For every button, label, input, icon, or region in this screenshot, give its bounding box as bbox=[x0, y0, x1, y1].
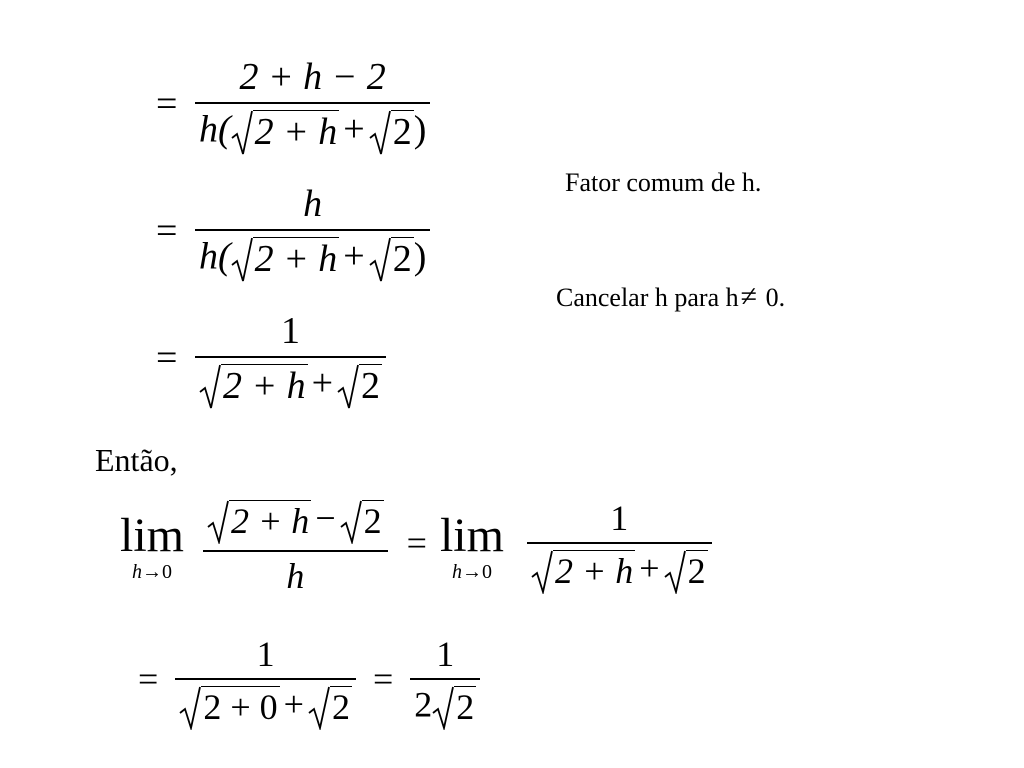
rhs-fraction bbox=[527, 500, 712, 594]
sqrt-sign-icon bbox=[179, 686, 201, 730]
sqrt-radical bbox=[340, 500, 384, 544]
step-1-equation bbox=[148, 58, 430, 156]
equals-sign: = bbox=[156, 209, 178, 252]
radicand: 2 bbox=[686, 550, 708, 594]
radicand: 2 bbox=[362, 500, 384, 544]
sqrt-sign-icon bbox=[664, 550, 686, 594]
note-cancelar-suffix: 0. bbox=[759, 283, 786, 312]
step-2-equation bbox=[148, 185, 430, 283]
radicand: 2 + h bbox=[253, 110, 340, 156]
numerator: 1 bbox=[256, 634, 275, 674]
denominator: h bbox=[286, 555, 305, 596]
limit-equation bbox=[120, 500, 712, 594]
plus-sign: + bbox=[343, 108, 365, 151]
fraction bbox=[175, 636, 356, 730]
radicand: 2 bbox=[454, 686, 476, 730]
limit-operator bbox=[120, 508, 185, 583]
plus-sign: + bbox=[343, 235, 365, 278]
sqrt-sign-icon bbox=[231, 237, 253, 283]
den-suffix: ) bbox=[413, 108, 427, 151]
sqrt-radical bbox=[369, 110, 414, 156]
numerator: h bbox=[303, 183, 323, 225]
sqrt-sign-icon bbox=[231, 110, 253, 156]
fraction bbox=[195, 185, 430, 283]
denominator bbox=[195, 231, 430, 283]
sqrt-sign-icon bbox=[369, 110, 391, 156]
radicand: 2 bbox=[359, 364, 382, 410]
plus-sign: + bbox=[311, 362, 334, 405]
radicand: 2 + 0 bbox=[201, 686, 279, 730]
denominator bbox=[195, 104, 430, 156]
lhs-fraction bbox=[203, 500, 388, 594]
minus-sign: − bbox=[315, 498, 336, 539]
numerator bbox=[203, 500, 388, 550]
radicand: 2 + h bbox=[253, 237, 340, 283]
equals-sign: = bbox=[156, 336, 178, 379]
fraction bbox=[195, 58, 430, 156]
den-suffix: ) bbox=[413, 235, 427, 278]
sqrt-radical bbox=[432, 686, 476, 730]
numerator: 1 bbox=[610, 498, 629, 538]
equals-sign: = bbox=[156, 82, 178, 125]
radicand: 2 + h bbox=[229, 500, 311, 544]
note-cancelar-prefix: Cancelar h para h bbox=[556, 283, 739, 312]
sqrt-radical bbox=[308, 686, 352, 730]
step-3-equation bbox=[148, 312, 386, 410]
plus-sign: + bbox=[283, 683, 304, 724]
sqrt-radical bbox=[531, 550, 635, 594]
denominator bbox=[527, 544, 712, 594]
radicand: 2 bbox=[391, 237, 414, 283]
equals-sign: = bbox=[138, 659, 159, 700]
sqrt-sign-icon bbox=[531, 550, 553, 594]
equals-sign: = bbox=[372, 659, 394, 700]
sqrt-radical bbox=[369, 237, 414, 283]
sqrt-radical bbox=[664, 550, 708, 594]
note-fator-comum: Fator comum de h. bbox=[565, 168, 762, 197]
lim-subscript: h→0 bbox=[451, 560, 492, 583]
sqrt-sign-icon bbox=[432, 686, 454, 730]
sqrt-sign-icon bbox=[369, 237, 391, 283]
lim-word: lim bbox=[120, 508, 185, 562]
equals-sign: = bbox=[406, 523, 427, 564]
sqrt-sign-icon bbox=[199, 364, 221, 410]
sqrt-radical bbox=[231, 110, 340, 156]
denominator bbox=[410, 680, 480, 730]
denominator bbox=[195, 358, 386, 410]
numerator: 1 bbox=[436, 634, 455, 674]
note-cancelar bbox=[556, 280, 785, 314]
radicand: 2 bbox=[391, 110, 414, 156]
numerator: 1 bbox=[280, 310, 300, 352]
lim-word: lim bbox=[439, 508, 504, 562]
sqrt-sign-icon bbox=[308, 686, 330, 730]
sqrt-sign-icon bbox=[337, 364, 359, 410]
coefficient: 2 bbox=[414, 683, 433, 724]
sqrt-radical bbox=[231, 237, 340, 283]
sqrt-radical bbox=[207, 500, 311, 544]
sqrt-sign-icon bbox=[207, 500, 229, 544]
numerator: 2 + h − 2 bbox=[239, 56, 386, 98]
final-equation bbox=[130, 636, 480, 730]
not-equal-sign: ≠ bbox=[740, 280, 758, 313]
sqrt-radical bbox=[179, 686, 279, 730]
lim-subscript: h→0 bbox=[132, 560, 172, 583]
sqrt-sign-icon bbox=[340, 500, 362, 544]
fraction bbox=[410, 636, 480, 730]
radicand: 2 + h bbox=[221, 364, 308, 410]
plus-sign: + bbox=[639, 547, 660, 588]
fraction bbox=[195, 312, 386, 410]
denominator bbox=[175, 680, 356, 730]
radicand: 2 bbox=[330, 686, 352, 730]
sqrt-radical bbox=[337, 364, 382, 410]
limit-operator bbox=[439, 508, 504, 583]
den-prefix: h( bbox=[198, 108, 231, 151]
radicand: 2 + h bbox=[553, 550, 635, 594]
entao-label: Então, bbox=[95, 442, 178, 478]
den-prefix: h( bbox=[198, 235, 231, 278]
sqrt-radical bbox=[199, 364, 308, 410]
